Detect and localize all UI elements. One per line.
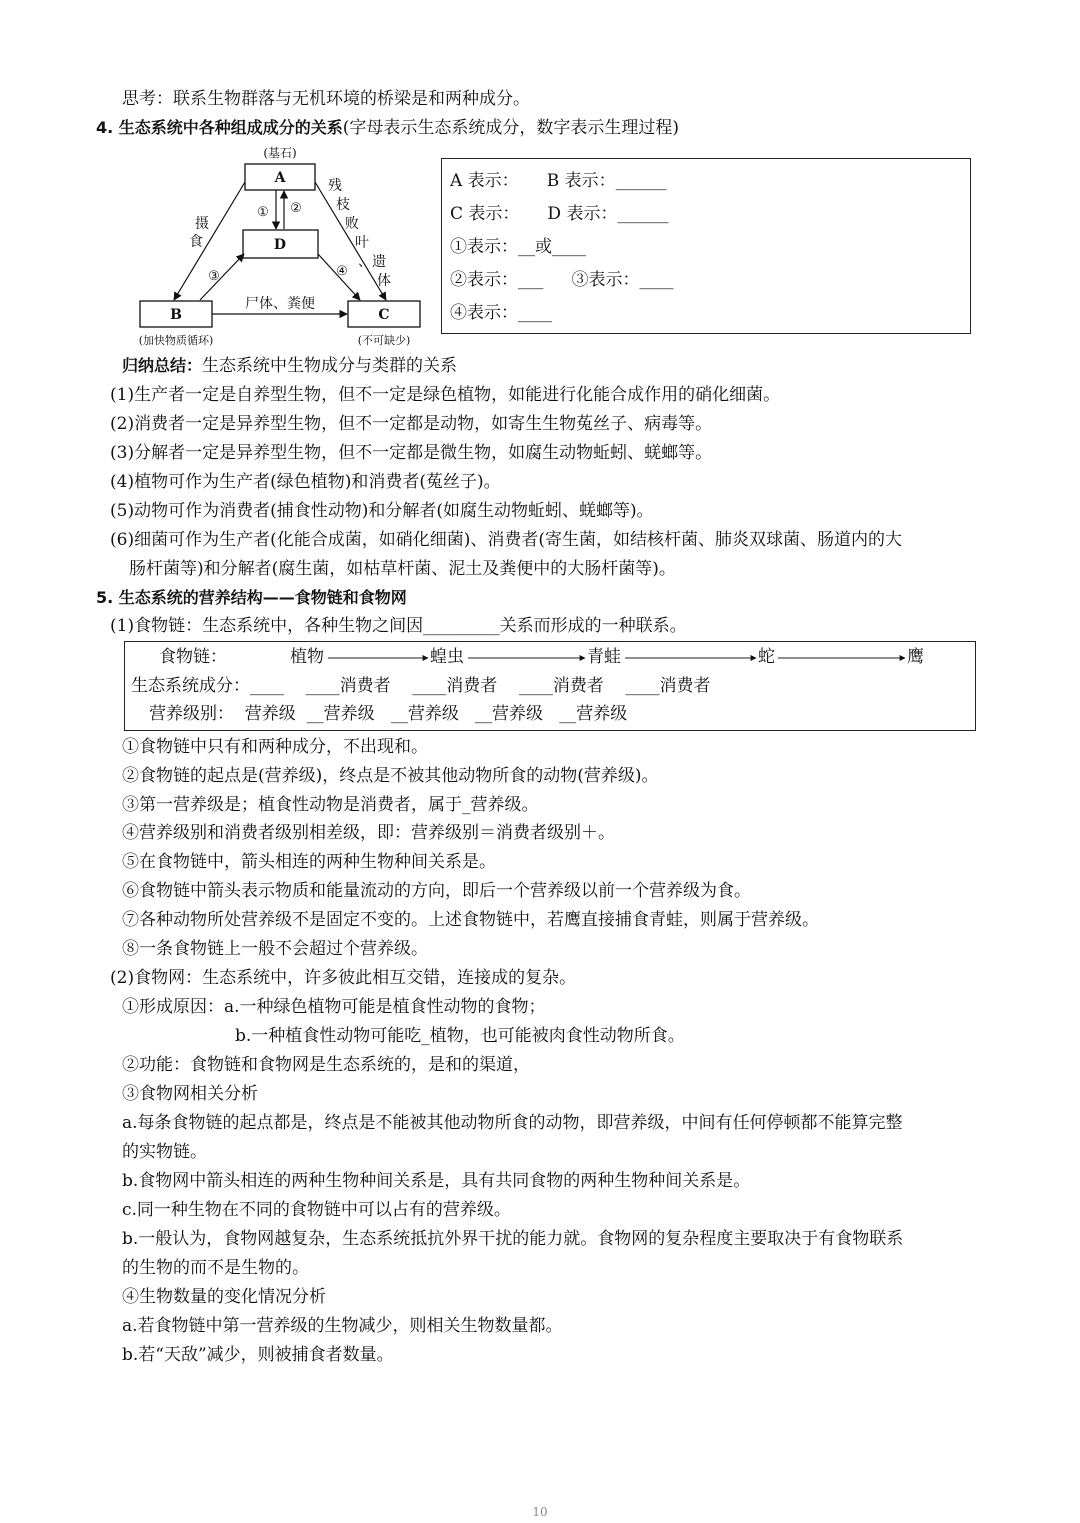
chain-point: ⑦各种动物所处营养级不是固定不变的。上述食物链中，若鹰直接捕食青蛙，则属于营养级。 <box>122 910 819 930</box>
process-3-label: ③ <box>208 269 220 284</box>
chain-point: ⑤在食物链中，箭头相连的两种生物种间关系是。 <box>122 852 496 872</box>
node-a-label: A <box>274 170 286 186</box>
summary-title <box>122 355 457 377</box>
d-means: D 表示：______ <box>547 204 669 224</box>
residue-label-5: 、遗 <box>358 254 386 270</box>
node-c-label: C <box>378 307 390 323</box>
chain-point: ③第一营养级是；植食性动物是消费者，属于_营养级。 <box>122 795 539 815</box>
process-1-label: ① <box>257 205 269 220</box>
food-web-intro: (2)食物网：生态系统中，许多彼此相互交错，连接成的复杂。 <box>110 968 577 988</box>
organism-plant: 植物 <box>290 647 324 667</box>
speed-cycle-label: (加快物质循环) <box>138 334 214 347</box>
summary-item: (4)植物可作为生产者(绿色植物)和消费者(菟丝子)。 <box>110 472 501 492</box>
answer-line-1 <box>450 170 667 192</box>
a-means: A 表示： <box>450 171 519 191</box>
arrow-b-to-d <box>200 254 244 300</box>
chain-point: ②食物链的起点是(营养级)，终点是不被其他动物所食的动物(营养级)。 <box>122 766 659 786</box>
summary-item: (6)细菌可作为生产者(化能合成菌，如硝化细菌)、消费者(寄生菌，如结核杆菌、肺炎双球菌、肠道内的大 <box>110 530 902 550</box>
answer-line-4 <box>450 269 674 291</box>
chain-point: ④营养级别和消费者级别相差级，即：营养级别＝消费者级别＋。 <box>122 823 615 843</box>
food-web-analysis-line: a.每条食物链的起点都是，终点是不能被其他动物所食的动物，即营养级，中间有任何停顿都不能算完整 <box>122 1113 903 1133</box>
food-web-cause-a: ①形成原因：a.一种绿色植物可能是植食性动物的食物； <box>122 997 546 1017</box>
summary-heading: 归纳总结： <box>122 356 203 375</box>
chain-point: ⑧一条食物链上一般不会超过个营养级。 <box>122 939 428 959</box>
node-d-label: D <box>273 237 287 253</box>
quantity-analysis-title: ④生物数量的变化情况分析 <box>122 1287 326 1307</box>
summary-item-continued: 肠杆菌等)和分解者(腐生菌，如枯草杆菌、泥土及粪便中的大肠杆菌等)。 <box>129 559 676 579</box>
ecosystem-component-diagram <box>130 142 430 352</box>
summary-subtitle: 生态系统中生物成分与类群的关系 <box>202 356 458 376</box>
eat-label-1: 摄 <box>195 216 209 232</box>
quantity-analysis-line: b.若“天敌”减少，则被捕食者数量。 <box>122 1345 394 1365</box>
section-4-note: (字母表示生态系统成分，数字表示生理过程) <box>342 118 680 138</box>
residue-label-4: 叶 <box>355 235 369 251</box>
section-5-title: 5. 生态系统的营养结构——食物链和食物网 <box>96 588 407 607</box>
eat-label-2: 食 <box>189 234 203 250</box>
quantity-analysis-line: a.若食物链中第一营养级的生物减少，则相关生物数量都。 <box>122 1316 563 1336</box>
chain-point: ⑥食物链中箭头表示物质和能量流动的方向，即后一个营养级以前一个营养级为食。 <box>122 881 751 901</box>
food-web-analysis-line: c.同一种生物在不同的食物链中可以占有的营养级。 <box>122 1200 511 1220</box>
food-web-analysis-line: 的实物链。 <box>122 1142 207 1162</box>
process-2-means: ②表示：___ <box>450 270 544 290</box>
c-means: C 表示： <box>450 204 520 224</box>
b-means: B 表示：______ <box>546 171 667 191</box>
foundation-label: (基石) <box>263 146 297 160</box>
organism-locust: 蝗虫 <box>430 647 464 667</box>
food-web-analysis-title: ③食物网相关分析 <box>122 1084 258 1104</box>
summary-item: (5)动物可作为消费者(捕食性动物)和分解者(如腐生动物蚯蚓、蜣螂等)。 <box>110 501 654 521</box>
section-4-heading: 4. 生态系统中各种组成成分的关系 <box>96 118 343 137</box>
arrow-a-to-c <box>315 182 386 300</box>
residue-label-6: 体 <box>377 273 391 289</box>
summary-item: (2)消费者一定是异养型生物，但不一定都是动物，如寄生生物菟丝子、病毒等。 <box>110 414 713 434</box>
food-web-analysis-line: b.食物网中箭头相连的两种生物种间关系是，具有共同食物的两种生物种间关系是。 <box>122 1171 751 1191</box>
answer-line-5: ④表示：____ <box>450 303 552 323</box>
node-b-label: B <box>170 307 182 323</box>
food-chain-table <box>124 641 976 731</box>
organism-snake: 蛇 <box>758 647 775 667</box>
process-3-means: ③表示：____ <box>571 270 674 290</box>
organism-frog: 青蛙 <box>587 647 621 667</box>
food-web-analysis-line: b.一般认为，食物网越复杂，生态系统抵抗外界干扰的能力就。食物网的复杂程度主要取决于有食物联系 <box>122 1229 904 1249</box>
chain-point: ①食物链中只有和两种成分，不出现和。 <box>122 737 428 757</box>
trophic-level-row: 营养级别： 营养级 __营养级 __营养级 __营养级 __营养级 <box>149 704 628 724</box>
summary-item: (1)生产者一定是自养型生物，但不一定是绿色植物，如能进行化能合成作用的硝化细菌。 <box>110 385 781 405</box>
summary-item: (3)分解者一定是异养型生物，但不一定都是微生物，如腐生动物蚯蚓、蜣螂等。 <box>110 443 713 463</box>
answer-line-3: ①表示：__或____ <box>450 237 586 257</box>
essential-label: (不可缺少) <box>357 334 411 347</box>
section-4-title <box>96 117 679 139</box>
food-web-analysis-line: 的生物的而不是生物的。 <box>122 1258 309 1278</box>
food-web-cause-b: b.一种植食性动物可能吃_植物，也可能被肉食性动物所食。 <box>235 1026 685 1046</box>
food-chain-label: 食物链： <box>159 647 227 667</box>
process-4-label: ④ <box>336 264 348 279</box>
answer-box <box>441 158 971 334</box>
process-2-label: ② <box>290 201 302 216</box>
residue-label-3: 败 <box>345 216 359 232</box>
think-question: 思考：联系生物群落与无机环境的桥梁是和两种成分。 <box>122 89 530 109</box>
food-chain-intro: (1)食物链：生态系统中，各种生物之间因_________关系而形成的一种联系。 <box>110 616 687 636</box>
residue-label-2: 枝 <box>336 197 350 213</box>
food-web-function: ②功能：食物链和食物网是生态系统的，是和的渠道， <box>122 1055 530 1075</box>
food-chain-arrows <box>125 642 975 672</box>
residue-label-1: 残 <box>328 178 342 194</box>
organism-eagle: 鹰 <box>907 647 924 667</box>
corpse-label: 尸体、粪便 <box>245 296 315 312</box>
page-number: 10 <box>532 1505 548 1519</box>
answer-line-2 <box>450 203 668 225</box>
ecosystem-component-row: 生态系统成分：____ ____消费者 ____消费者 ____消费者 ____消费者 <box>131 676 711 696</box>
